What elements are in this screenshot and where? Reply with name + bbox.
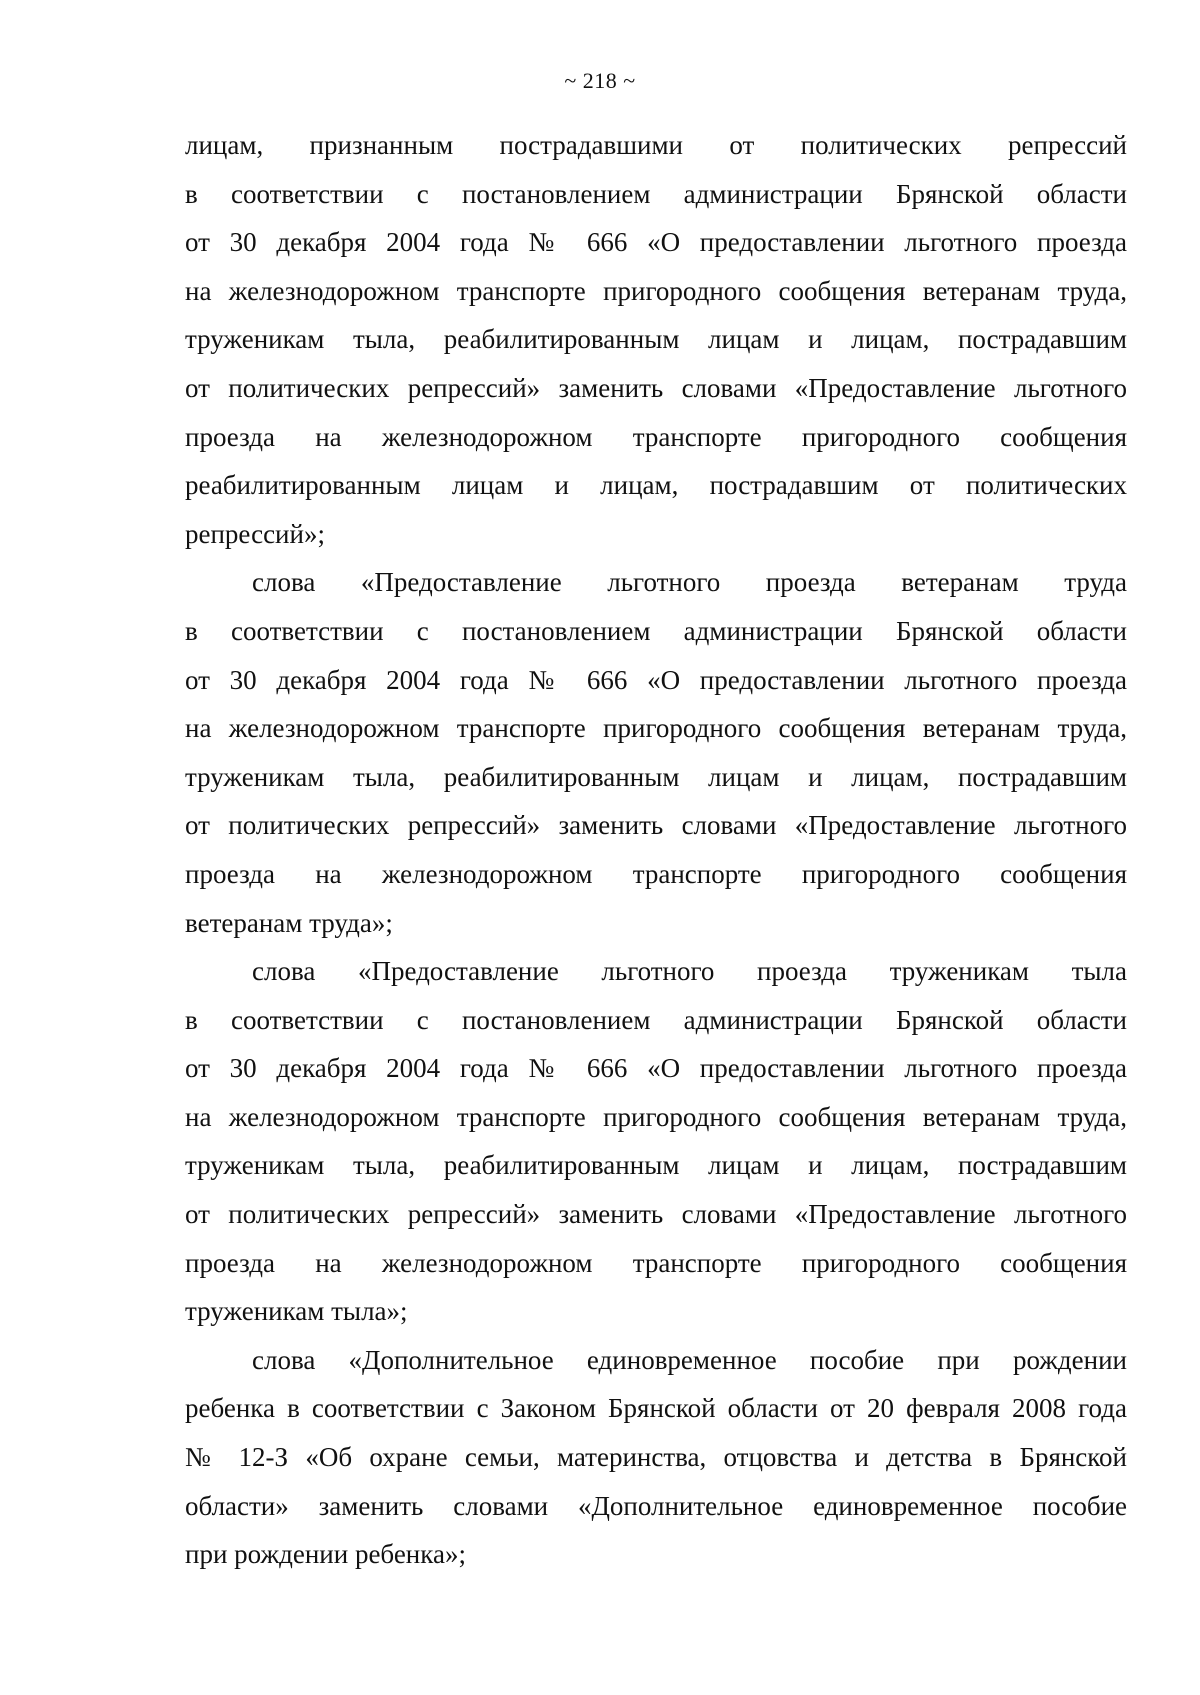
text-line: от 30 декабря 2004 года № 666 «О предоставлении льготного проезда [185, 664, 1127, 695]
text-line: в соответствии с постановлением администрации Брянской области [185, 615, 1127, 646]
text-line: труженикам тыла»; [185, 1296, 408, 1327]
text-line: лицам, признанным пострадавшими от политических репрессий [185, 130, 1127, 160]
text-line: проезда на железнодорожном транспорте пригородного сообщения [185, 421, 1127, 452]
text-line: на железнодорожном транспорте пригородного сообщения ветеранам труда, [185, 275, 1127, 306]
paragraph [185, 121, 1127, 558]
text-line: от 30 декабря 2004 года № 666 «О предоставлении льготного проезда [185, 1053, 1127, 1084]
paragraph [185, 1336, 1127, 1579]
text-line: в соответствии с постановлением администрации Брянской области [185, 1004, 1127, 1035]
page-number: ~ 218 ~ [564, 68, 636, 93]
text-line: труженикам тыла, реабилитированным лицам и лицам, пострадавшим [185, 324, 1127, 355]
document-body [185, 121, 1127, 1579]
text-line: на железнодорожном транспорте пригородного сообщения ветеранам труда, [185, 713, 1127, 744]
text-line: от политических репрессий» заменить словами «Предоставление льготного [185, 1199, 1127, 1230]
text-line: в соответствии с постановлением администрации Брянской области [185, 178, 1127, 209]
text-line: слова «Предоставление льготного проезда труженикам тыла [252, 956, 1127, 987]
text-line: от политических репрессий» заменить словами «Предоставление льготного [185, 810, 1127, 841]
text-line: проезда на железнодорожном транспорте пригородного сообщения [185, 1247, 1127, 1278]
text-line: слова «Предоставление льготного проезда ветеранам труда [252, 567, 1127, 598]
text-line: ветеранам труда»; [185, 907, 393, 938]
text-line: от 30 декабря 2004 года № 666 «О предоставлении льготного проезда [185, 227, 1127, 258]
text-line: слова «Дополнительное единовременное пособие при рождении [252, 1344, 1127, 1375]
text-line: реабилитированным лицам и лицам, пострадавшим от политических [185, 470, 1127, 501]
text-line: области» заменить словами «Дополнительное единовременное пособие [185, 1490, 1127, 1521]
text-line: ребенка в соответствии с Законом Брянской области от 20 февраля 2008 года [185, 1393, 1127, 1424]
text-line: репрессий»; [185, 518, 325, 549]
text-line: при рождении ребенка»; [185, 1539, 466, 1570]
text-line: от политических репрессий» заменить словами «Предоставление льготного [185, 372, 1127, 403]
text-line: № 12-З «Об охране семьи, материнства, отцовства и детства в Брянской [185, 1442, 1127, 1473]
text-line: на железнодорожном транспорте пригородного сообщения ветеранам труда, [185, 1101, 1127, 1132]
text-line: труженикам тыла, реабилитированным лицам и лицам, пострадавшим [185, 761, 1127, 792]
paragraph [185, 947, 1127, 1336]
text-line: труженикам тыла, реабилитированным лицам и лицам, пострадавшим [185, 1150, 1127, 1181]
paragraph [185, 558, 1127, 947]
text-line: проезда на железнодорожном транспорте пригородного сообщения [185, 858, 1127, 889]
